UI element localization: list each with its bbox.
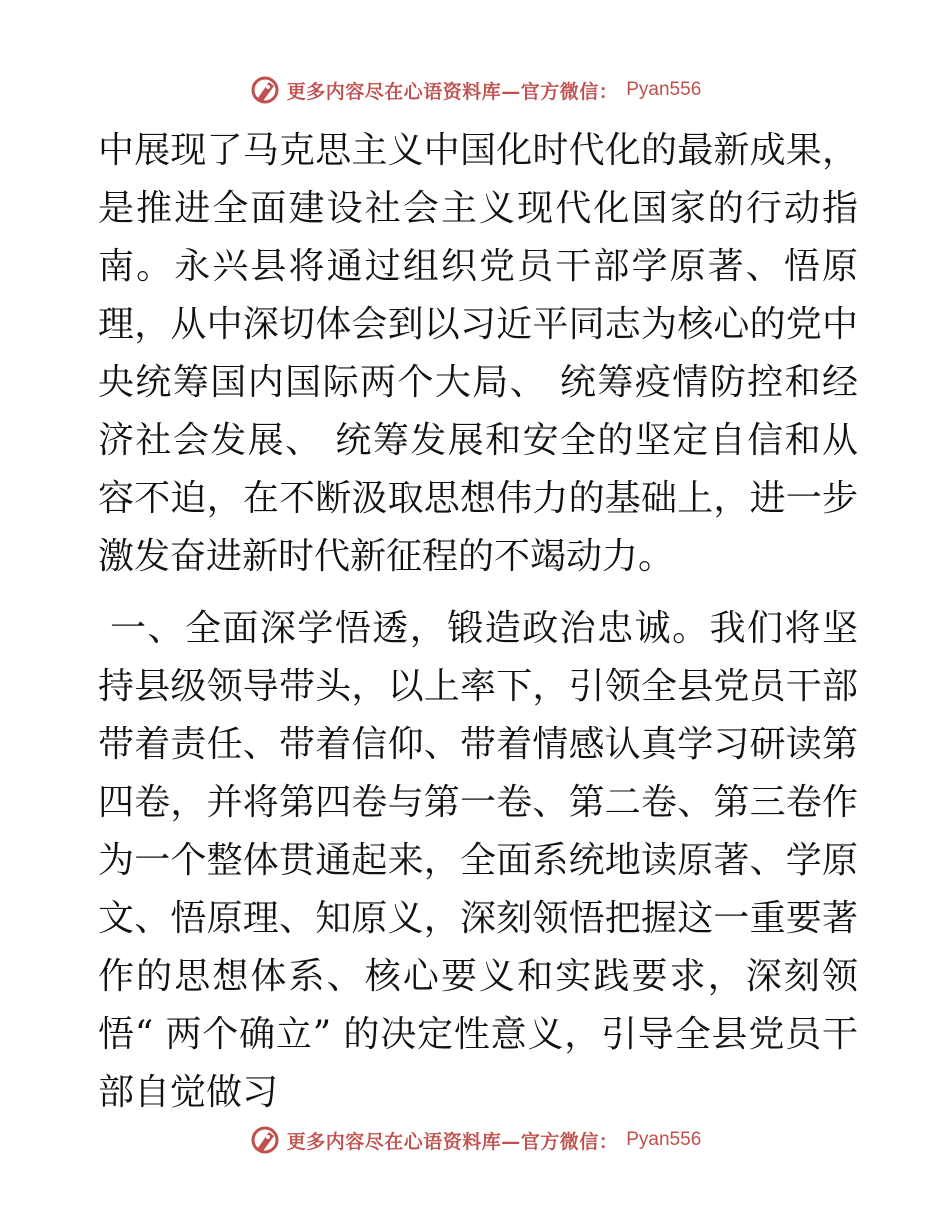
- header-banner-text: 更多内容尽在心语资料库—官方微信：: [286, 80, 619, 103]
- pen-nib-logo-icon: [249, 1124, 281, 1156]
- paragraph-section-one: 一、全面深学悟透，锻造政治忠诚。我们将坚持县级领导带头，以上率下，引领全县党员干部带着责任、带着信仰、带着情感认真学习研读第四卷，并将第四卷与第一卷、第二卷、第三卷作为一个整体贯通起来，全面系统地读原著、学原文、悟原理、知原义，深刻领悟把握这一重要著作的思想体系、核心要义和实践要求，深刻领悟“ 两个确立” 的决定性意义，引导全县党员干部自觉做习: [98, 608, 858, 1113]
- header-banner-inner: [249, 74, 702, 106]
- footer-banner-id: Pyan556: [626, 1129, 702, 1150]
- pen-nib-logo-icon: [249, 74, 281, 106]
- header-banner-id: Pyan556: [626, 79, 702, 100]
- header-banner: [0, 70, 950, 110]
- footer-banner-inner: [249, 1124, 702, 1156]
- footer-banner: [0, 1120, 950, 1160]
- footer-banner-text: 更多内容尽在心语资料库—官方微信：: [286, 1130, 619, 1153]
- document-body: [98, 122, 858, 1122]
- paragraph-intro: 中展现了马克思主义中国化时代化的最新成果，是推进全面建设社会主义现代化国家的行动指南。永兴县将通过组织党员干部学原著、悟原理，从中深切体会到以习近平同志为核心的党中央统筹国内国际两个大局、 统筹疫情防控和经济社会发展、 统筹发展和安全的坚定自信和从容不迫，在不断汲取思想伟力的基础上，进一步激发奋进新时代新征程的不竭动力。: [98, 130, 858, 577]
